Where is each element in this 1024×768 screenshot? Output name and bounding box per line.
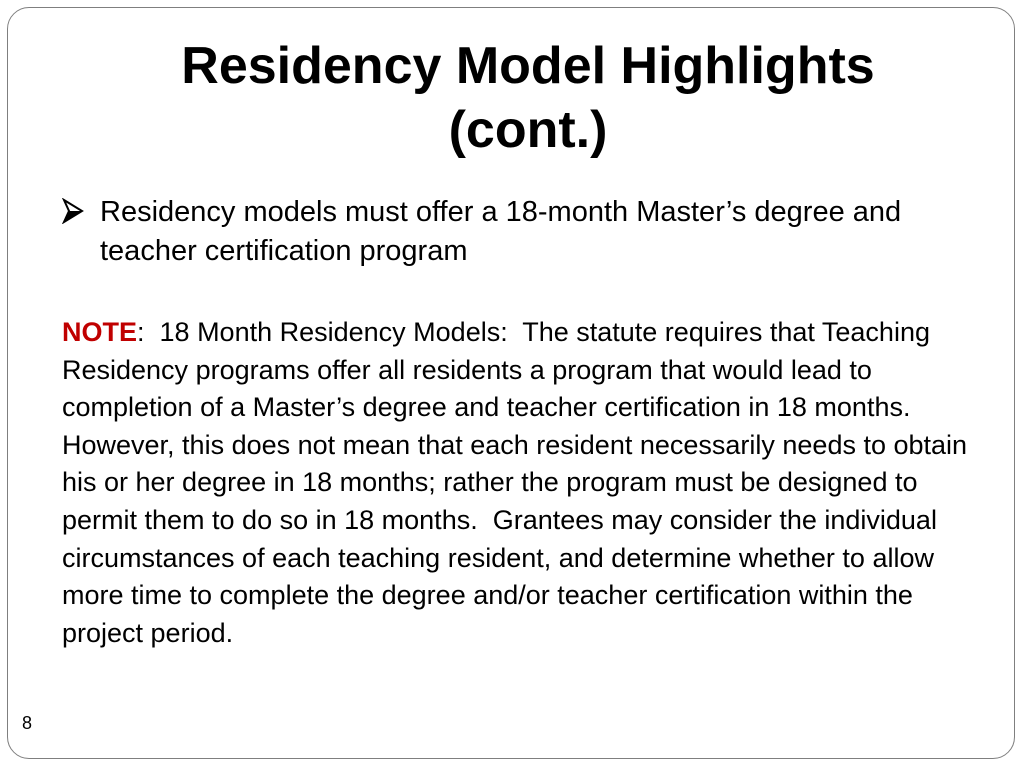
bullet-text: Residency models must offer a 18-month Master’s degree and teacher certification program [100, 196, 902, 267]
arrow-bullet-icon [62, 198, 84, 224]
bullet-point [62, 193, 922, 271]
note-paragraph [62, 314, 975, 652]
slide-title [48, 34, 1008, 162]
slide-title-line-1: Residency Model Highlights [181, 37, 875, 95]
slide-frame [7, 7, 1015, 759]
note-separator: : [137, 317, 145, 347]
slide-title-line-2: (cont.) [448, 101, 608, 159]
note-label: NOTE [62, 317, 138, 347]
page-number: 8 [22, 713, 33, 733]
note-text: 18 Month Residency Models: The statute requires that Teaching Residency programs offer all residents a program that would lead to completion of a Master’s degree and teacher certification in 18 months. However, this does not mean that each resident necessarily needs to obtain his or her degree in 18 months; rather the program must be designed to permit them to do so in 18 months. Grantees may consider the individual circumstances of each teaching resident, and determine whether to allow more time to complete the degree and/or teacher certification within the project period. [62, 317, 975, 648]
